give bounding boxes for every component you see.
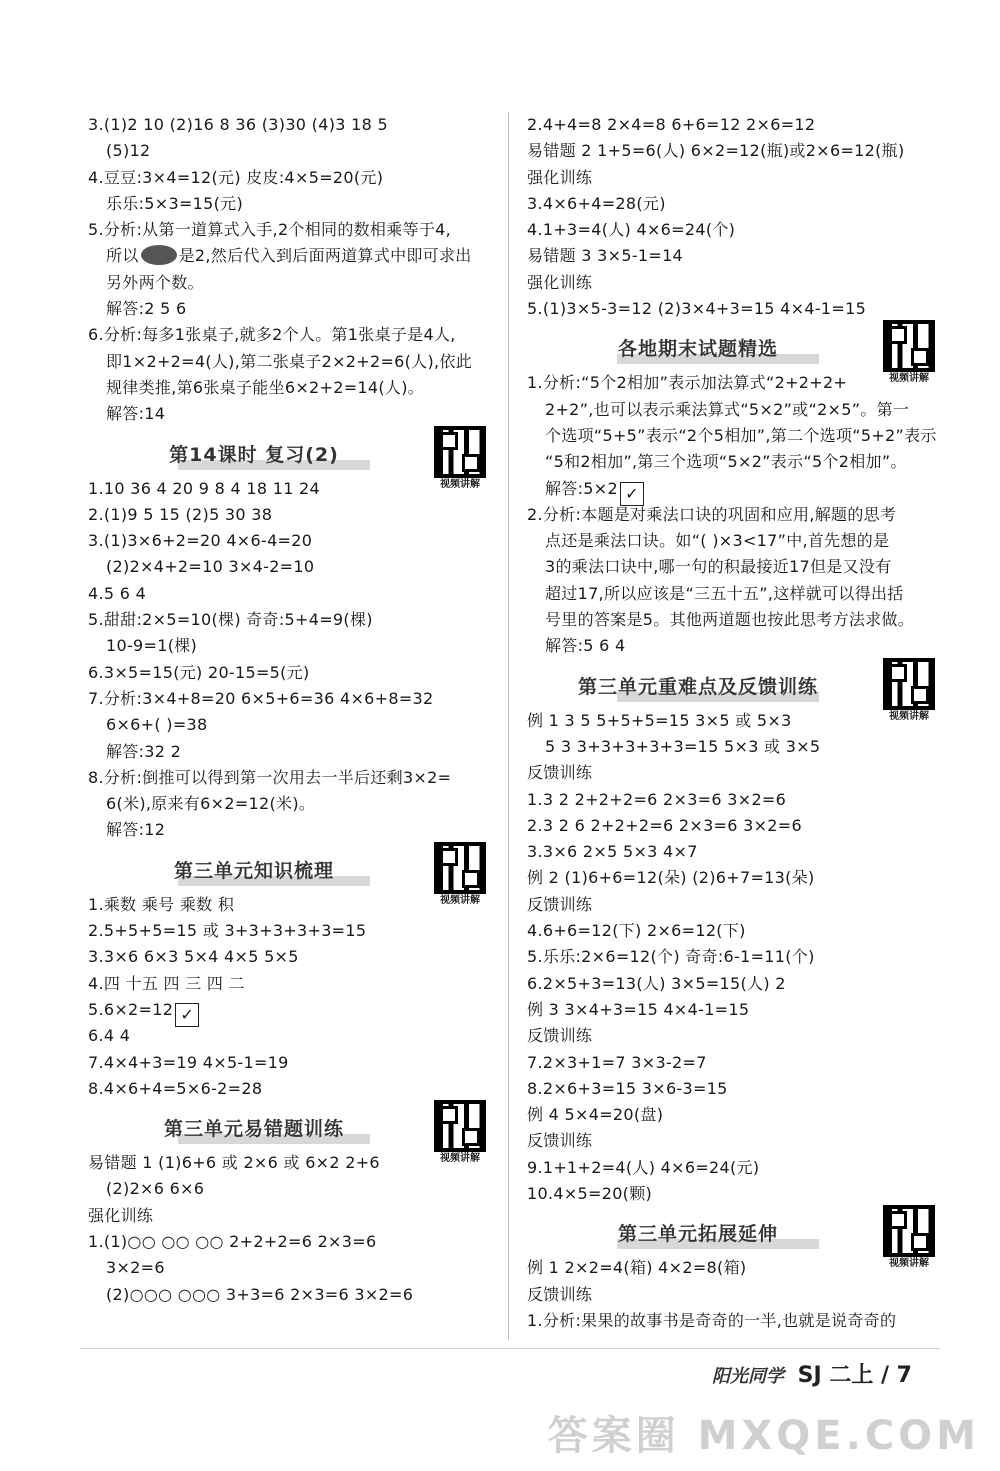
- footer-brand: 阳光同学: [711, 1366, 784, 1387]
- section-heading-text: 各地期末试题精选: [617, 338, 778, 361]
- answer-text: 3.(1)2 10 (2)16 8 36 (3)30 (4)3 18 5: [88, 115, 388, 134]
- answer-line: [88, 1229, 490, 1255]
- answer-text: (5)12: [106, 141, 151, 161]
- answer-line: [527, 397, 939, 423]
- answer-line: [88, 686, 490, 712]
- answer-text: 点还是乘法口诀。如“( )×3<17”中,首先想的是: [545, 531, 890, 551]
- answer-text: 反馈训练: [527, 894, 593, 914]
- answer-text: 4.6+6=12(下) 2×6=12(下): [527, 921, 746, 941]
- answer-text: 号里的答案是5。其他两道题也按此思考方法求做。: [545, 610, 915, 630]
- answer-line: [527, 1076, 939, 1102]
- left-column: [88, 112, 490, 1308]
- answer-line: [527, 892, 939, 918]
- answer-text: 5.甜甜:2×5=10(棵) 奇奇:5+4=9(棵): [88, 610, 373, 630]
- answer-text: 1.分析:“5个2相加”表示加法算式“2+2+2+: [527, 373, 848, 393]
- answer-line: [88, 633, 490, 659]
- answer-text: 10-9=1(棵): [106, 636, 198, 656]
- column-divider: [508, 112, 509, 1340]
- answer-line: [527, 607, 939, 633]
- answer-text: 2.3 2 6 2+2+2=6 2×3=6 3×2=6: [527, 815, 802, 835]
- answer-line: [527, 554, 939, 580]
- answer-text: 易错题 1 (1)6+6 或 2×6 或 6×2 2+6: [88, 1153, 380, 1173]
- section-heading-text: 第14课时 复习(2): [169, 443, 339, 466]
- answer-line: [527, 502, 939, 528]
- answer-line: [527, 708, 939, 734]
- answer-text: 5.6×2=12: [88, 999, 174, 1019]
- answer-text: 8.4×6+4=5×6-2=28: [88, 1078, 263, 1098]
- qr-code[interactable]: [430, 426, 490, 492]
- footer-page-code: SJ 二上 / 7: [797, 1363, 912, 1388]
- answer-line: [88, 296, 490, 322]
- answer-text: 反馈训练: [527, 1284, 593, 1304]
- answer-text: 规律类推,第6张桌子能坐6×2+2=14(人)。: [106, 377, 425, 397]
- answer-line: [88, 607, 490, 633]
- answer-line: [88, 1203, 490, 1229]
- answer-text: 2.4+4=8 2×4=8 6+6=12 2×6=12: [527, 115, 816, 134]
- answer-line: [527, 191, 939, 217]
- answer-text: 2+2”,也可以表示乘法算式“5×2”或“2×5”。第一: [545, 399, 910, 419]
- answer-text: (2)○○○ ○○○ 3+3=6 2×3=6 3×2=6: [106, 1284, 414, 1304]
- answer-line: [527, 1023, 939, 1049]
- answer-line: [527, 138, 939, 164]
- answer-text: (2)2×4+2=10 3×4-2=10: [106, 557, 315, 577]
- answer-line: [527, 839, 939, 865]
- answer-line: [88, 1076, 490, 1102]
- answer-text: 7.4×4+3=19 4×5-1=19: [88, 1052, 289, 1072]
- answer-text: 2.5+5+5=15 或 3+3+3+3+3=15: [88, 921, 367, 941]
- answer-text: 6×6+( )=38: [106, 715, 208, 735]
- answer-line: [527, 370, 939, 396]
- answer-line: [88, 322, 490, 348]
- qr-caption: 视频讲解: [889, 373, 929, 385]
- section-heading-text: 第三单元拓展延伸: [617, 1223, 778, 1246]
- answer-text: 反馈训练: [527, 763, 593, 783]
- watermark: 答案圈 MXQE.COM: [547, 1413, 980, 1459]
- answer-text: 5.(1)3×5-3=12 (2)3×4+3=15 4×4-1=15: [527, 299, 867, 319]
- qr-caption: 视频讲解: [889, 1258, 929, 1270]
- answer-text: 4.豆豆:3×4=12(元) 皮皮:4×5=20(元): [88, 167, 384, 187]
- answer-line: [88, 581, 490, 607]
- answer-line: [88, 243, 490, 269]
- qr-code[interactable]: [430, 842, 490, 908]
- answer-text: “5和2相加”,第三个选项“5×2”表示“5个2相加”。: [545, 452, 907, 472]
- answer-line: [88, 502, 490, 528]
- answer-text: (2)2×6 6×6: [106, 1179, 205, 1199]
- answer-line: [88, 918, 490, 944]
- answer-line: [527, 1050, 939, 1076]
- answer-line: [527, 243, 939, 269]
- section-heading-text: 第三单元易错题训练: [163, 1118, 344, 1141]
- answer-text: 个选项“5+5”表示“2个5相加”,第二个选项“5+2”表示: [545, 425, 937, 445]
- answer-line: [88, 712, 490, 738]
- answer-text: 解答:5×2: [545, 478, 618, 498]
- answer-text: 6.3×5=15(元) 20-15=5(元): [88, 662, 310, 682]
- answer-text: 4.1+3=4(人) 4×6=24(个): [527, 220, 736, 240]
- answer-line: [88, 739, 490, 765]
- answer-text: 反馈训练: [527, 1131, 593, 1151]
- answer-text: 乐乐:5×3=15(元): [106, 193, 244, 213]
- answer-line: [88, 401, 490, 427]
- answer-line: [527, 270, 939, 296]
- answer-text: 1.(1)○○ ○○ ○○ 2+2+2=6 2×3=6: [88, 1231, 377, 1251]
- answer-line: [527, 581, 939, 607]
- answer-text: 5 3 3+3+3+3+3=15 5×3 或 3×5: [545, 736, 821, 756]
- answer-line: [88, 138, 490, 164]
- answer-text: 3.4×6+4=28(元): [527, 193, 666, 213]
- answer-line: [527, 1181, 939, 1207]
- answer-line: [88, 217, 490, 243]
- answer-text: 6(米),原来有6×2=12(米)。: [106, 794, 316, 814]
- qr-code-icon: [434, 842, 486, 894]
- answer-line: [88, 528, 490, 554]
- answer-text: 10.4×5=20(颗): [527, 1183, 653, 1203]
- answer-text: 2.分析:本题是对乘法口诀的巩固和应用,解题的思考: [527, 504, 897, 524]
- answer-text: 1.分析:果果的故事书是奇奇的一半,也就是说奇奇的: [527, 1310, 897, 1330]
- answer-text: 1.乘数 乘号 乘数 积: [88, 894, 235, 914]
- answer-line: [527, 423, 939, 449]
- answer-line: [527, 997, 939, 1023]
- answer-text: 超过17,所以应该是“三五十五”,这样就可以得出括: [545, 583, 904, 603]
- answer-text: 8.分析:倒推可以得到第一次用去一半后还剩3×2=: [88, 767, 452, 787]
- answer-text: 4.四 十五 四 三 四 二: [88, 973, 245, 993]
- answer-text: 解答:2 5 6: [106, 299, 187, 319]
- answer-line: [88, 944, 490, 970]
- answer-line: [527, 165, 939, 191]
- answer-text: 3×2=6: [106, 1258, 165, 1278]
- qr-caption: 视频讲解: [440, 894, 480, 906]
- answer-text: 强化训练: [527, 167, 593, 187]
- answer-line: [527, 296, 939, 322]
- answer-text: 所以: [106, 246, 139, 266]
- page-footer: [712, 1358, 912, 1389]
- answer-line: [527, 528, 939, 554]
- checkmark-box-icon: ✓: [175, 1003, 199, 1027]
- answer-text: 强化训练: [527, 272, 593, 292]
- answer-text: 3.3×6 6×3 5×4 4×5 5×5: [88, 947, 299, 967]
- qr-code-icon: [883, 658, 935, 710]
- answer-line: [527, 1308, 939, 1334]
- answer-text: 例 2 (1)6+6=12(朵) (2)6+7=13(朵): [527, 868, 815, 888]
- answer-text: 解答:32 2: [106, 741, 182, 761]
- checkmark-box-icon: ✓: [620, 482, 644, 506]
- ink-blot-icon: [141, 245, 177, 265]
- answer-line: [527, 734, 939, 760]
- answer-line: [88, 765, 490, 791]
- answer-text: 1.3 2 2+2+2=6 2×3=6 3×2=6: [527, 789, 787, 809]
- answer-text: 6.2×5+3=13(人) 3×5=15(人) 2: [527, 973, 786, 993]
- answer-text: 反馈训练: [527, 1026, 593, 1046]
- answer-line: [527, 633, 939, 659]
- answer-line: [527, 813, 939, 839]
- answer-line: [88, 349, 490, 375]
- answer-text: 3.(1)3×6+2=20 4×6-4=20: [88, 531, 313, 551]
- answer-line: [527, 1282, 939, 1308]
- answer-line: [88, 997, 490, 1023]
- answer-line: [527, 1255, 939, 1281]
- answer-text: 6.分析:每多1张桌子,就多2个人。第1张桌子是4人,: [88, 325, 456, 345]
- qr-caption: 视频讲解: [440, 1153, 480, 1165]
- answer-line: [88, 270, 490, 296]
- answer-line: [88, 1255, 490, 1281]
- answer-text: 1.10 36 4 20 9 8 4 18 11 24: [88, 478, 321, 498]
- answer-text: 例 1 2×2=4(箱) 4×2=8(箱): [527, 1258, 747, 1278]
- qr-code-icon: [434, 1100, 486, 1152]
- answer-line: [88, 1176, 490, 1202]
- answer-text: 2.(1)9 5 15 (2)5 30 38: [88, 504, 273, 524]
- answer-text: 例 4 5×4=20(盘): [527, 1105, 664, 1125]
- answer-line: [527, 944, 939, 970]
- answer-text: 3的乘法口诀中,哪一句的积最接近17但是又没有: [545, 557, 892, 577]
- answer-text: 解答:5 6 4: [545, 636, 626, 656]
- answer-line: [527, 1155, 939, 1181]
- answer-line: [88, 1050, 490, 1076]
- qr-code[interactable]: [879, 658, 939, 724]
- answer-line: [88, 660, 490, 686]
- answer-text: 7.分析:3×4+8=20 6×5+6=36 4×6+8=32: [88, 688, 434, 708]
- answer-line: [88, 1282, 490, 1308]
- answer-line: [527, 1128, 939, 1154]
- answer-line: [88, 817, 490, 843]
- answer-line: [527, 760, 939, 786]
- answer-text: 例 3 3×4+3=15 4×4-1=15: [527, 999, 750, 1019]
- qr-caption: 视频讲解: [889, 710, 929, 722]
- answer-line: [527, 476, 939, 502]
- answer-line: [527, 112, 939, 138]
- answer-line: [88, 165, 490, 191]
- qr-code[interactable]: [430, 1100, 490, 1166]
- answer-text: 9.1+1+2=4(人) 4×6=24(元): [527, 1157, 760, 1177]
- answer-text: 3.3×6 2×5 5×3 4×7: [527, 842, 698, 862]
- answer-text: 解答:12: [106, 820, 166, 840]
- answer-line: [527, 918, 939, 944]
- section-heading-text: 第三单元知识梳理: [173, 859, 334, 882]
- answer-text: 5.乐乐:2×6=12(个) 奇奇:6-1=11(个): [527, 947, 815, 967]
- answer-line: [88, 554, 490, 580]
- footer-rule: [80, 1348, 940, 1349]
- answer-line: [88, 791, 490, 817]
- qr-code[interactable]: [879, 1205, 939, 1271]
- answer-line: [88, 375, 490, 401]
- answer-line: [527, 217, 939, 243]
- answer-text: 例 1 3 5 5+5+5=15 3×5 或 5×3: [527, 710, 792, 730]
- answer-line: [88, 1023, 490, 1049]
- section-heading-text: 第三单元重难点及反馈训练: [577, 675, 818, 698]
- answer-text: 易错题 3 3×5-1=14: [527, 246, 684, 266]
- answer-text: 解答:14: [106, 404, 166, 424]
- answer-text: 易错题 2 1+5=6(人) 6×2=12(瓶)或2×6=12(瓶): [527, 141, 905, 161]
- answer-line: [88, 971, 490, 997]
- answer-text: 6.4 4: [88, 1026, 131, 1046]
- answer-text: 4.5 6 4: [88, 583, 147, 603]
- answer-text: 7.2×3+1=7 3×3-2=7: [527, 1052, 707, 1072]
- answer-line: [527, 971, 939, 997]
- answer-text: 是2,然后代入到后面两道算式中即可求出: [178, 246, 472, 266]
- qr-code-icon: [883, 320, 935, 372]
- right-column: [527, 112, 939, 1334]
- answer-line: [527, 1102, 939, 1128]
- answer-text: 强化训练: [88, 1205, 154, 1225]
- answer-line: [88, 191, 490, 217]
- qr-code-icon: [883, 1205, 935, 1257]
- answer-text: 另外两个数。: [106, 272, 204, 292]
- qr-caption: 视频讲解: [440, 478, 480, 490]
- answer-line: [88, 112, 490, 138]
- qr-code[interactable]: [879, 320, 939, 386]
- qr-code-icon: [434, 426, 486, 478]
- answer-text: 8.2×6+3=15 3×6-3=15: [527, 1078, 728, 1098]
- answer-line: [527, 787, 939, 813]
- answer-text: 即1×2+2=4(人),第二张桌子2×2+2=6(人),依此: [106, 351, 473, 371]
- answer-line: [527, 865, 939, 891]
- answer-text: 5.分析:从第一道算式入手,2个相同的数相乘等于4,: [88, 220, 451, 240]
- answer-line: [527, 449, 939, 475]
